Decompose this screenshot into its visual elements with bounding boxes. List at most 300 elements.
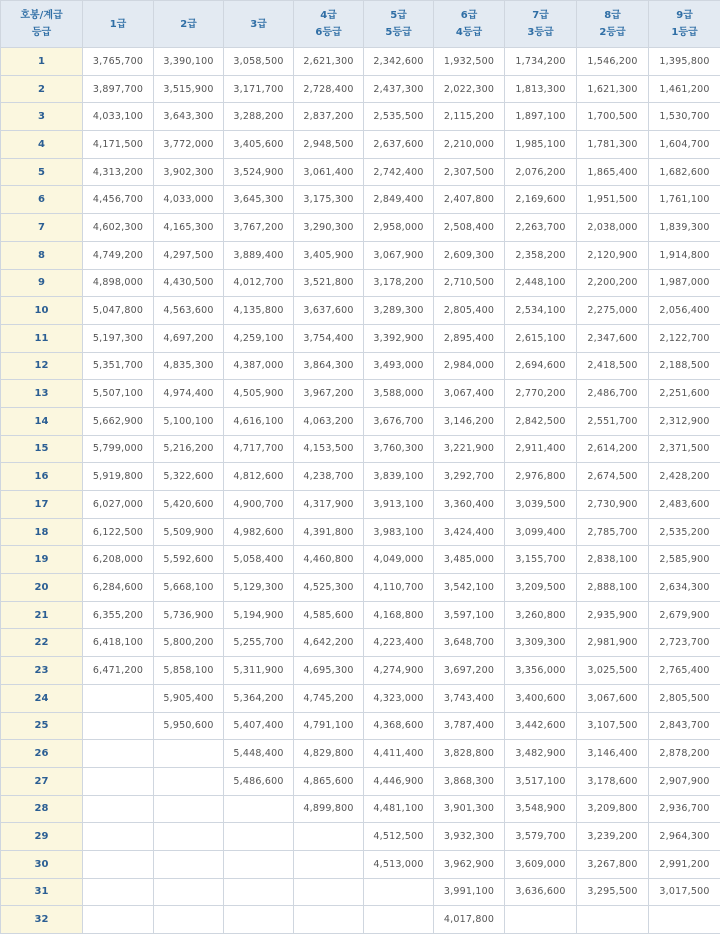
table-row <box>1 491 720 519</box>
salary-cell: 2,634,300 <box>649 574 720 602</box>
salary-cell: 4,899,800 <box>294 795 364 823</box>
salary-cell: 2,122,700 <box>649 324 720 352</box>
header-label: 4급 <box>294 7 363 24</box>
step-number: 7 <box>1 214 83 242</box>
header-label: 9급 <box>649 7 720 24</box>
salary-cell: 3,039,500 <box>505 491 577 519</box>
salary-cell <box>83 878 154 906</box>
table-row <box>1 463 720 491</box>
salary-cell: 2,674,500 <box>577 463 649 491</box>
salary-cell <box>83 740 154 768</box>
salary-cell: 2,842,500 <box>505 407 577 435</box>
salary-cell: 2,878,200 <box>649 740 720 768</box>
salary-cell: 3,392,900 <box>364 324 434 352</box>
salary-cell: 5,448,400 <box>224 740 294 768</box>
salary-cell: 3,765,700 <box>83 48 154 76</box>
header-label: 3급 <box>224 16 293 33</box>
salary-cell <box>154 850 224 878</box>
step-number: 26 <box>1 740 83 768</box>
salary-cell: 2,895,400 <box>434 324 505 352</box>
step-number: 9 <box>1 269 83 297</box>
table-row <box>1 380 720 408</box>
salary-cell: 4,456,700 <box>83 186 154 214</box>
salary-cell: 3,017,500 <box>649 878 720 906</box>
salary-cell: 5,311,900 <box>224 657 294 685</box>
step-number: 10 <box>1 297 83 325</box>
salary-cell: 3,493,000 <box>364 352 434 380</box>
table-row <box>1 795 720 823</box>
salary-cell: 3,209,500 <box>505 574 577 602</box>
header-label: 2급 <box>154 16 223 33</box>
salary-cell: 5,662,900 <box>83 407 154 435</box>
salary-cell <box>83 684 154 712</box>
table-row <box>1 131 720 159</box>
salary-cell: 4,749,200 <box>83 241 154 269</box>
salary-cell: 1,781,300 <box>577 131 649 159</box>
salary-cell <box>83 906 154 934</box>
salary-cell: 6,208,000 <box>83 546 154 574</box>
salary-cell <box>294 878 364 906</box>
salary-cell: 4,012,700 <box>224 269 294 297</box>
step-number: 27 <box>1 767 83 795</box>
salary-cell <box>294 823 364 851</box>
salary-cell: 2,169,600 <box>505 186 577 214</box>
salary-cell: 4,274,900 <box>364 657 434 685</box>
salary-cell: 4,697,200 <box>154 324 224 352</box>
salary-cell: 3,400,600 <box>505 684 577 712</box>
salary-cell: 3,209,800 <box>577 795 649 823</box>
salary-cell <box>154 878 224 906</box>
salary-cell <box>224 850 294 878</box>
salary-cell <box>294 850 364 878</box>
step-number: 32 <box>1 906 83 934</box>
header-label: 8급 <box>577 7 648 24</box>
step-number: 15 <box>1 435 83 463</box>
salary-cell: 3,962,900 <box>434 850 505 878</box>
table-row <box>1 48 720 76</box>
salary-cell: 3,643,300 <box>154 103 224 131</box>
salary-cell: 3,295,500 <box>577 878 649 906</box>
salary-cell: 1,865,400 <box>577 158 649 186</box>
salary-cell: 2,115,200 <box>434 103 505 131</box>
salary-cell: 4,063,200 <box>294 407 364 435</box>
salary-cell: 2,728,400 <box>294 75 364 103</box>
salary-cell: 5,420,600 <box>154 491 224 519</box>
salary-cell: 2,991,200 <box>649 850 720 878</box>
table-row <box>1 518 720 546</box>
table-row <box>1 103 720 131</box>
table-row <box>1 712 720 740</box>
salary-cell: 3,485,000 <box>434 546 505 574</box>
salary-cell: 4,033,100 <box>83 103 154 131</box>
salary-cell <box>83 795 154 823</box>
salary-cell: 1,839,300 <box>649 214 720 242</box>
salary-cell: 2,535,200 <box>649 518 720 546</box>
salary-cell: 2,056,400 <box>649 297 720 325</box>
table-row <box>1 407 720 435</box>
salary-cell: 5,800,200 <box>154 629 224 657</box>
salary-cell: 3,864,300 <box>294 352 364 380</box>
salary-cell: 5,407,400 <box>224 712 294 740</box>
salary-cell: 3,542,100 <box>434 574 505 602</box>
salary-cell: 3,754,400 <box>294 324 364 352</box>
salary-cell: 2,958,000 <box>364 214 434 242</box>
salary-cell: 6,284,600 <box>83 574 154 602</box>
salary-cell: 3,360,400 <box>434 491 505 519</box>
salary-cell: 2,038,000 <box>577 214 649 242</box>
salary-cell <box>577 906 649 934</box>
salary-cell: 4,168,800 <box>364 601 434 629</box>
step-number: 25 <box>1 712 83 740</box>
salary-cell: 2,888,100 <box>577 574 649 602</box>
salary-cell: 6,471,200 <box>83 657 154 685</box>
salary-cell: 4,602,300 <box>83 214 154 242</box>
salary-cell: 3,868,300 <box>434 767 505 795</box>
salary-cell: 4,898,000 <box>83 269 154 297</box>
salary-cell: 1,987,000 <box>649 269 720 297</box>
salary-cell: 3,636,600 <box>505 878 577 906</box>
salary-cell: 3,390,100 <box>154 48 224 76</box>
salary-cell: 4,900,700 <box>224 491 294 519</box>
salary-cell: 2,508,400 <box>434 214 505 242</box>
salary-cell: 3,524,900 <box>224 158 294 186</box>
salary-cell: 3,517,100 <box>505 767 577 795</box>
step-number: 4 <box>1 131 83 159</box>
salary-cell: 4,391,800 <box>294 518 364 546</box>
salary-cell: 2,936,700 <box>649 795 720 823</box>
table-row <box>1 297 720 325</box>
salary-cell: 3,597,100 <box>434 601 505 629</box>
salary-cell: 6,027,000 <box>83 491 154 519</box>
salary-cell: 3,902,300 <box>154 158 224 186</box>
step-number: 3 <box>1 103 83 131</box>
salary-cell: 2,637,600 <box>364 131 434 159</box>
salary-cell: 5,507,100 <box>83 380 154 408</box>
table-row <box>1 767 720 795</box>
salary-cell: 5,047,800 <box>83 297 154 325</box>
salary-cell: 2,448,100 <box>505 269 577 297</box>
table-body <box>1 48 720 934</box>
step-number: 6 <box>1 186 83 214</box>
header-label: 1급 <box>83 16 153 33</box>
salary-cell: 2,614,200 <box>577 435 649 463</box>
salary-cell: 3,913,100 <box>364 491 434 519</box>
header-rank-5 <box>364 1 434 48</box>
salary-cell: 3,107,500 <box>577 712 649 740</box>
salary-cell: 2,342,600 <box>364 48 434 76</box>
table-row <box>1 878 720 906</box>
salary-cell: 2,022,300 <box>434 75 505 103</box>
header-label: 5등급 <box>364 24 433 41</box>
salary-cell: 3,983,100 <box>364 518 434 546</box>
salary-cell: 4,717,700 <box>224 435 294 463</box>
salary-cell <box>83 823 154 851</box>
salary-cell: 3,932,300 <box>434 823 505 851</box>
salary-cell: 4,387,000 <box>224 352 294 380</box>
salary-cell: 2,609,300 <box>434 241 505 269</box>
salary-cell: 4,223,400 <box>364 629 434 657</box>
salary-cell: 2,710,500 <box>434 269 505 297</box>
salary-cell: 1,813,300 <box>505 75 577 103</box>
salary-cell: 5,129,300 <box>224 574 294 602</box>
step-number: 19 <box>1 546 83 574</box>
salary-cell: 4,368,600 <box>364 712 434 740</box>
salary-cell: 2,984,000 <box>434 352 505 380</box>
salary-cell: 2,200,200 <box>577 269 649 297</box>
salary-cell: 5,668,100 <box>154 574 224 602</box>
salary-cell: 4,563,600 <box>154 297 224 325</box>
table-row <box>1 75 720 103</box>
salary-cell: 2,615,100 <box>505 324 577 352</box>
salary-cell: 2,535,500 <box>364 103 434 131</box>
salary-cell: 2,723,700 <box>649 629 720 657</box>
salary-cell: 3,260,800 <box>505 601 577 629</box>
header-rank-8 <box>577 1 649 48</box>
salary-cell: 2,551,700 <box>577 407 649 435</box>
salary-cell: 4,165,300 <box>154 214 224 242</box>
salary-cell: 3,637,600 <box>294 297 364 325</box>
salary-cell: 5,950,600 <box>154 712 224 740</box>
salary-cell: 5,058,400 <box>224 546 294 574</box>
salary-cell: 5,592,600 <box>154 546 224 574</box>
salary-cell: 3,292,700 <box>434 463 505 491</box>
salary-cell: 4,313,200 <box>83 158 154 186</box>
salary-cell: 4,512,500 <box>364 823 434 851</box>
salary-cell: 3,772,000 <box>154 131 224 159</box>
salary-cell: 3,648,700 <box>434 629 505 657</box>
salary-cell: 3,760,300 <box>364 435 434 463</box>
table-row <box>1 574 720 602</box>
salary-cell: 2,275,000 <box>577 297 649 325</box>
salary-cell: 3,067,900 <box>364 241 434 269</box>
step-number: 8 <box>1 241 83 269</box>
salary-cell: 4,049,000 <box>364 546 434 574</box>
salary-cell: 3,155,700 <box>505 546 577 574</box>
table-row <box>1 823 720 851</box>
salary-cell: 2,251,600 <box>649 380 720 408</box>
salary-cell: 5,255,700 <box>224 629 294 657</box>
salary-cell: 2,210,000 <box>434 131 505 159</box>
salary-cell: 4,982,600 <box>224 518 294 546</box>
salary-cell: 4,297,500 <box>154 241 224 269</box>
salary-cell: 4,695,300 <box>294 657 364 685</box>
salary-cell: 3,787,400 <box>434 712 505 740</box>
salary-cell: 2,770,200 <box>505 380 577 408</box>
header-step-grade <box>1 1 83 48</box>
salary-cell: 3,588,000 <box>364 380 434 408</box>
salary-cell: 2,483,600 <box>649 491 720 519</box>
salary-cell: 2,621,300 <box>294 48 364 76</box>
salary-cell: 4,616,100 <box>224 407 294 435</box>
salary-cell: 2,486,700 <box>577 380 649 408</box>
salary-cell: 2,263,700 <box>505 214 577 242</box>
salary-cell: 4,110,700 <box>364 574 434 602</box>
salary-cell: 2,837,200 <box>294 103 364 131</box>
table-row <box>1 435 720 463</box>
salary-cell: 2,679,900 <box>649 601 720 629</box>
salary-cell: 2,843,700 <box>649 712 720 740</box>
table-row <box>1 352 720 380</box>
salary-cell: 1,604,700 <box>649 131 720 159</box>
step-number: 2 <box>1 75 83 103</box>
salary-cell: 5,100,100 <box>154 407 224 435</box>
salary-cell: 2,981,900 <box>577 629 649 657</box>
salary-cell <box>83 850 154 878</box>
table-row <box>1 906 720 934</box>
salary-cell: 4,829,800 <box>294 740 364 768</box>
header-label: 7급 <box>505 7 576 24</box>
step-number: 18 <box>1 518 83 546</box>
salary-cell: 4,481,100 <box>364 795 434 823</box>
salary-cell: 3,239,200 <box>577 823 649 851</box>
salary-cell: 4,812,600 <box>224 463 294 491</box>
salary-cell: 3,067,600 <box>577 684 649 712</box>
salary-cell: 1,530,700 <box>649 103 720 131</box>
salary-cell: 3,405,900 <box>294 241 364 269</box>
salary-cell: 2,428,200 <box>649 463 720 491</box>
salary-cell: 4,153,500 <box>294 435 364 463</box>
table-row <box>1 241 720 269</box>
salary-cell: 2,742,400 <box>364 158 434 186</box>
salary-cell: 2,805,400 <box>434 297 505 325</box>
salary-cell: 3,146,400 <box>577 740 649 768</box>
salary-cell: 5,364,200 <box>224 684 294 712</box>
salary-cell: 2,849,400 <box>364 186 434 214</box>
step-number: 12 <box>1 352 83 380</box>
header-label: 5급 <box>364 7 433 24</box>
salary-cell: 3,309,300 <box>505 629 577 657</box>
salary-cell: 3,697,200 <box>434 657 505 685</box>
header-label: 호봉/계급 <box>1 7 82 24</box>
header-label: 1등급 <box>649 24 720 41</box>
salary-cell <box>224 906 294 934</box>
salary-cell <box>224 823 294 851</box>
salary-cell: 5,194,900 <box>224 601 294 629</box>
step-number: 29 <box>1 823 83 851</box>
salary-cell: 3,743,400 <box>434 684 505 712</box>
salary-cell: 4,259,100 <box>224 324 294 352</box>
salary-cell: 2,188,500 <box>649 352 720 380</box>
salary-cell: 2,437,300 <box>364 75 434 103</box>
table-row <box>1 214 720 242</box>
salary-cell: 3,515,900 <box>154 75 224 103</box>
salary-cell <box>294 906 364 934</box>
salary-cell: 5,509,900 <box>154 518 224 546</box>
salary-cell: 1,546,200 <box>577 48 649 76</box>
salary-cell: 1,985,100 <box>505 131 577 159</box>
salary-cell: 4,835,300 <box>154 352 224 380</box>
step-number: 24 <box>1 684 83 712</box>
salary-cell: 3,171,700 <box>224 75 294 103</box>
step-number: 1 <box>1 48 83 76</box>
salary-cell: 5,486,600 <box>224 767 294 795</box>
header-label: 등급 <box>1 24 82 41</box>
salary-cell: 1,734,200 <box>505 48 577 76</box>
table-row <box>1 546 720 574</box>
salary-cell: 2,358,200 <box>505 241 577 269</box>
salary-cell: 5,736,900 <box>154 601 224 629</box>
header-label: 6등급 <box>294 24 363 41</box>
table-row <box>1 629 720 657</box>
salary-cell: 1,897,100 <box>505 103 577 131</box>
salary-cell <box>154 740 224 768</box>
salary-cell: 3,424,400 <box>434 518 505 546</box>
salary-cell: 5,216,200 <box>154 435 224 463</box>
salary-cell: 5,197,300 <box>83 324 154 352</box>
salary-cell: 3,058,500 <box>224 48 294 76</box>
salary-cell: 3,025,500 <box>577 657 649 685</box>
salary-cell: 3,146,200 <box>434 407 505 435</box>
salary-cell: 3,178,600 <box>577 767 649 795</box>
salary-cell: 3,579,700 <box>505 823 577 851</box>
salary-cell: 2,371,500 <box>649 435 720 463</box>
salary-cell: 4,585,600 <box>294 601 364 629</box>
salary-cell: 3,521,800 <box>294 269 364 297</box>
salary-cell: 2,838,100 <box>577 546 649 574</box>
salary-cell: 4,460,800 <box>294 546 364 574</box>
step-number: 22 <box>1 629 83 657</box>
salary-cell: 2,976,800 <box>505 463 577 491</box>
salary-cell: 5,799,000 <box>83 435 154 463</box>
salary-cell: 2,730,900 <box>577 491 649 519</box>
salary-cell: 3,645,300 <box>224 186 294 214</box>
salary-cell: 1,621,300 <box>577 75 649 103</box>
salary-cell <box>154 767 224 795</box>
salary-cell: 1,395,800 <box>649 48 720 76</box>
salary-cell: 4,642,200 <box>294 629 364 657</box>
salary-cell: 2,312,900 <box>649 407 720 435</box>
header-rank-7 <box>505 1 577 48</box>
salary-cell: 1,932,500 <box>434 48 505 76</box>
step-number: 13 <box>1 380 83 408</box>
salary-cell: 3,889,400 <box>224 241 294 269</box>
salary-cell: 3,221,900 <box>434 435 505 463</box>
salary-cell: 4,317,900 <box>294 491 364 519</box>
salary-cell <box>154 906 224 934</box>
salary-cell: 2,948,500 <box>294 131 364 159</box>
salary-cell: 3,897,700 <box>83 75 154 103</box>
salary-cell: 4,430,500 <box>154 269 224 297</box>
header-row <box>1 1 720 48</box>
salary-cell: 3,967,200 <box>294 380 364 408</box>
table-row <box>1 158 720 186</box>
salary-cell: 3,267,800 <box>577 850 649 878</box>
salary-cell <box>83 712 154 740</box>
salary-cell: 3,839,100 <box>364 463 434 491</box>
salary-cell: 5,322,600 <box>154 463 224 491</box>
salary-cell: 3,442,600 <box>505 712 577 740</box>
salary-cell: 3,067,400 <box>434 380 505 408</box>
salary-cell: 2,418,500 <box>577 352 649 380</box>
header-rank-4 <box>294 1 364 48</box>
table-header <box>1 1 720 48</box>
salary-cell: 3,175,300 <box>294 186 364 214</box>
salary-cell <box>649 906 720 934</box>
table-row <box>1 850 720 878</box>
salary-cell: 2,911,400 <box>505 435 577 463</box>
salary-cell: 3,289,300 <box>364 297 434 325</box>
table-row <box>1 324 720 352</box>
salary-cell: 4,525,300 <box>294 574 364 602</box>
salary-cell: 3,290,300 <box>294 214 364 242</box>
salary-cell: 3,991,100 <box>434 878 505 906</box>
salary-cell: 3,482,900 <box>505 740 577 768</box>
salary-cell: 1,914,800 <box>649 241 720 269</box>
salary-cell: 2,805,500 <box>649 684 720 712</box>
salary-cell: 2,765,400 <box>649 657 720 685</box>
header-rank-9 <box>649 1 720 48</box>
header-label: 2등급 <box>577 24 648 41</box>
